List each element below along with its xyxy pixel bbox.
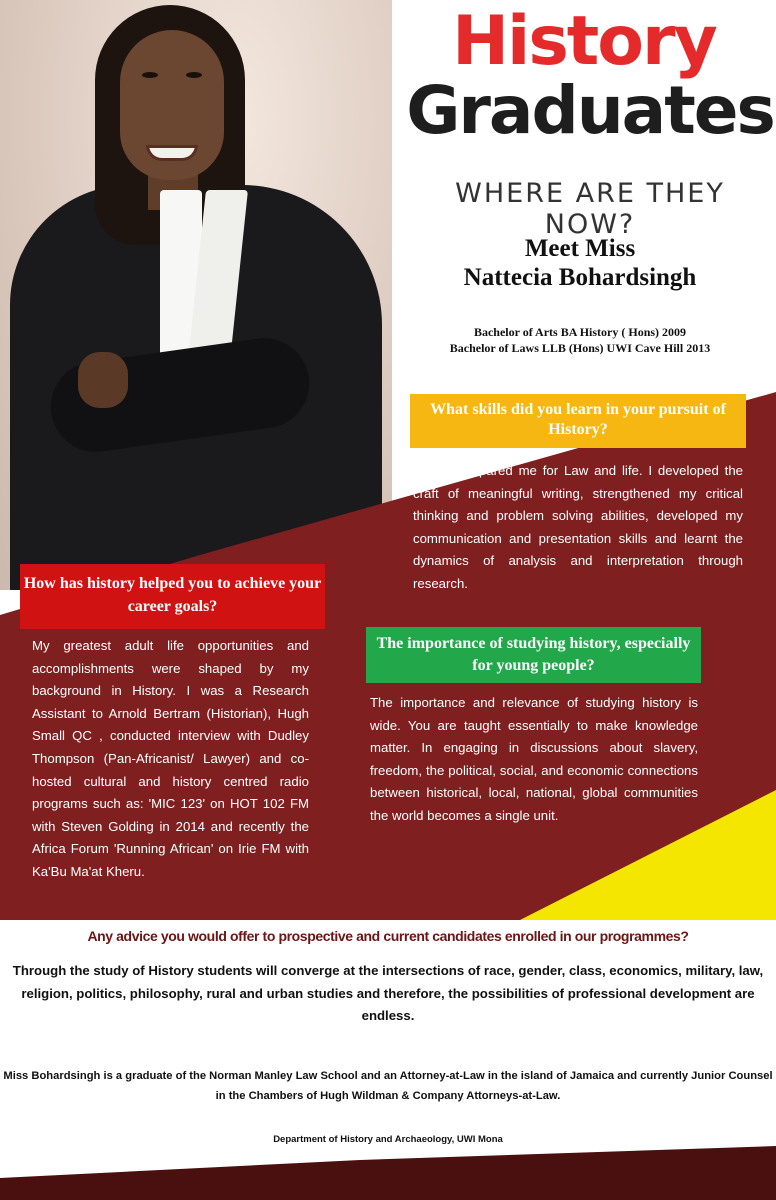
- meet-heading: [420, 234, 740, 292]
- department-footer: Department of History and Archaeology, UWI Mona: [273, 1134, 503, 1145]
- degree-ba: Bachelor of Arts BA History ( Hons) 2009: [473, 325, 687, 339]
- footer-band: [0, 1146, 776, 1200]
- title-graduates: Graduates: [406, 72, 774, 149]
- degrees: [410, 324, 750, 356]
- advice-answer: Through the study of History students will converge at the intersections of race, gender, class, economics, military, law, religion, politics, philosophy, rural and urban studies and therefore, the possibilities of professional development are endless.: [12, 963, 764, 1023]
- degree-llb: Bachelor of Laws LLB (Hons) UWI Cave Hill 2013: [449, 341, 711, 355]
- graduate-name: Nattecia Bohardsingh: [463, 264, 697, 291]
- advice-question: Any advice you would offer to prospective and current candidates enrolled in our programmes?: [87, 928, 689, 944]
- bio-text: Miss Bohardsingh is a graduate of the Norman Manley Law School and an Attorney-at-Law in the island of Jamaica and currently Junior Counsel in the Chambers of Hugh Wildman & Company Attorneys-at-Law.: [3, 1070, 773, 1102]
- importance-question: The importance of studying history, especially for young people?: [366, 627, 701, 683]
- subtitle: WHERE ARE THEY NOW?: [455, 178, 725, 240]
- importance-answer: The importance and relevance of studying history is wide. You are taught essentially to make knowledge matter. In engaging in discussions about slavery, freedom, the political, social, and economic connections between historical, local, national, global communities the world becomes a single unit.: [370, 695, 698, 823]
- skills-question: What skills did you learn in your pursuit of History?: [410, 394, 746, 448]
- meet-line-1: Meet Miss: [524, 235, 636, 262]
- skills-answer: History prepared me for Law and life. I developed the craft of meaningful writing, strengthened my critical thinking and problem solving abilities, developed my communication and presentation skills and learnt the dynamics of analysis and interpretation through research.: [413, 463, 743, 591]
- career-question: How has history helped you to achieve your career goals?: [20, 564, 325, 629]
- title-history: History: [452, 2, 716, 81]
- career-answer: My greatest adult life opportunities and accomplishments were shaped by my background in History. I was a Research Assistant to Arnold Bertram (Historian), Hugh Small QC , conducted interview with Dudley Thompson (Pan-Africanist/ Lawyer) and co-hosted cultural and history centred radio programs such as: 'MIC 123' on HOT 102 FM with Steven Golding in 2014 and recently the Africa Forum 'Running African' on Irie FM with Ka'Bu Ma'at Kheru.: [32, 638, 309, 879]
